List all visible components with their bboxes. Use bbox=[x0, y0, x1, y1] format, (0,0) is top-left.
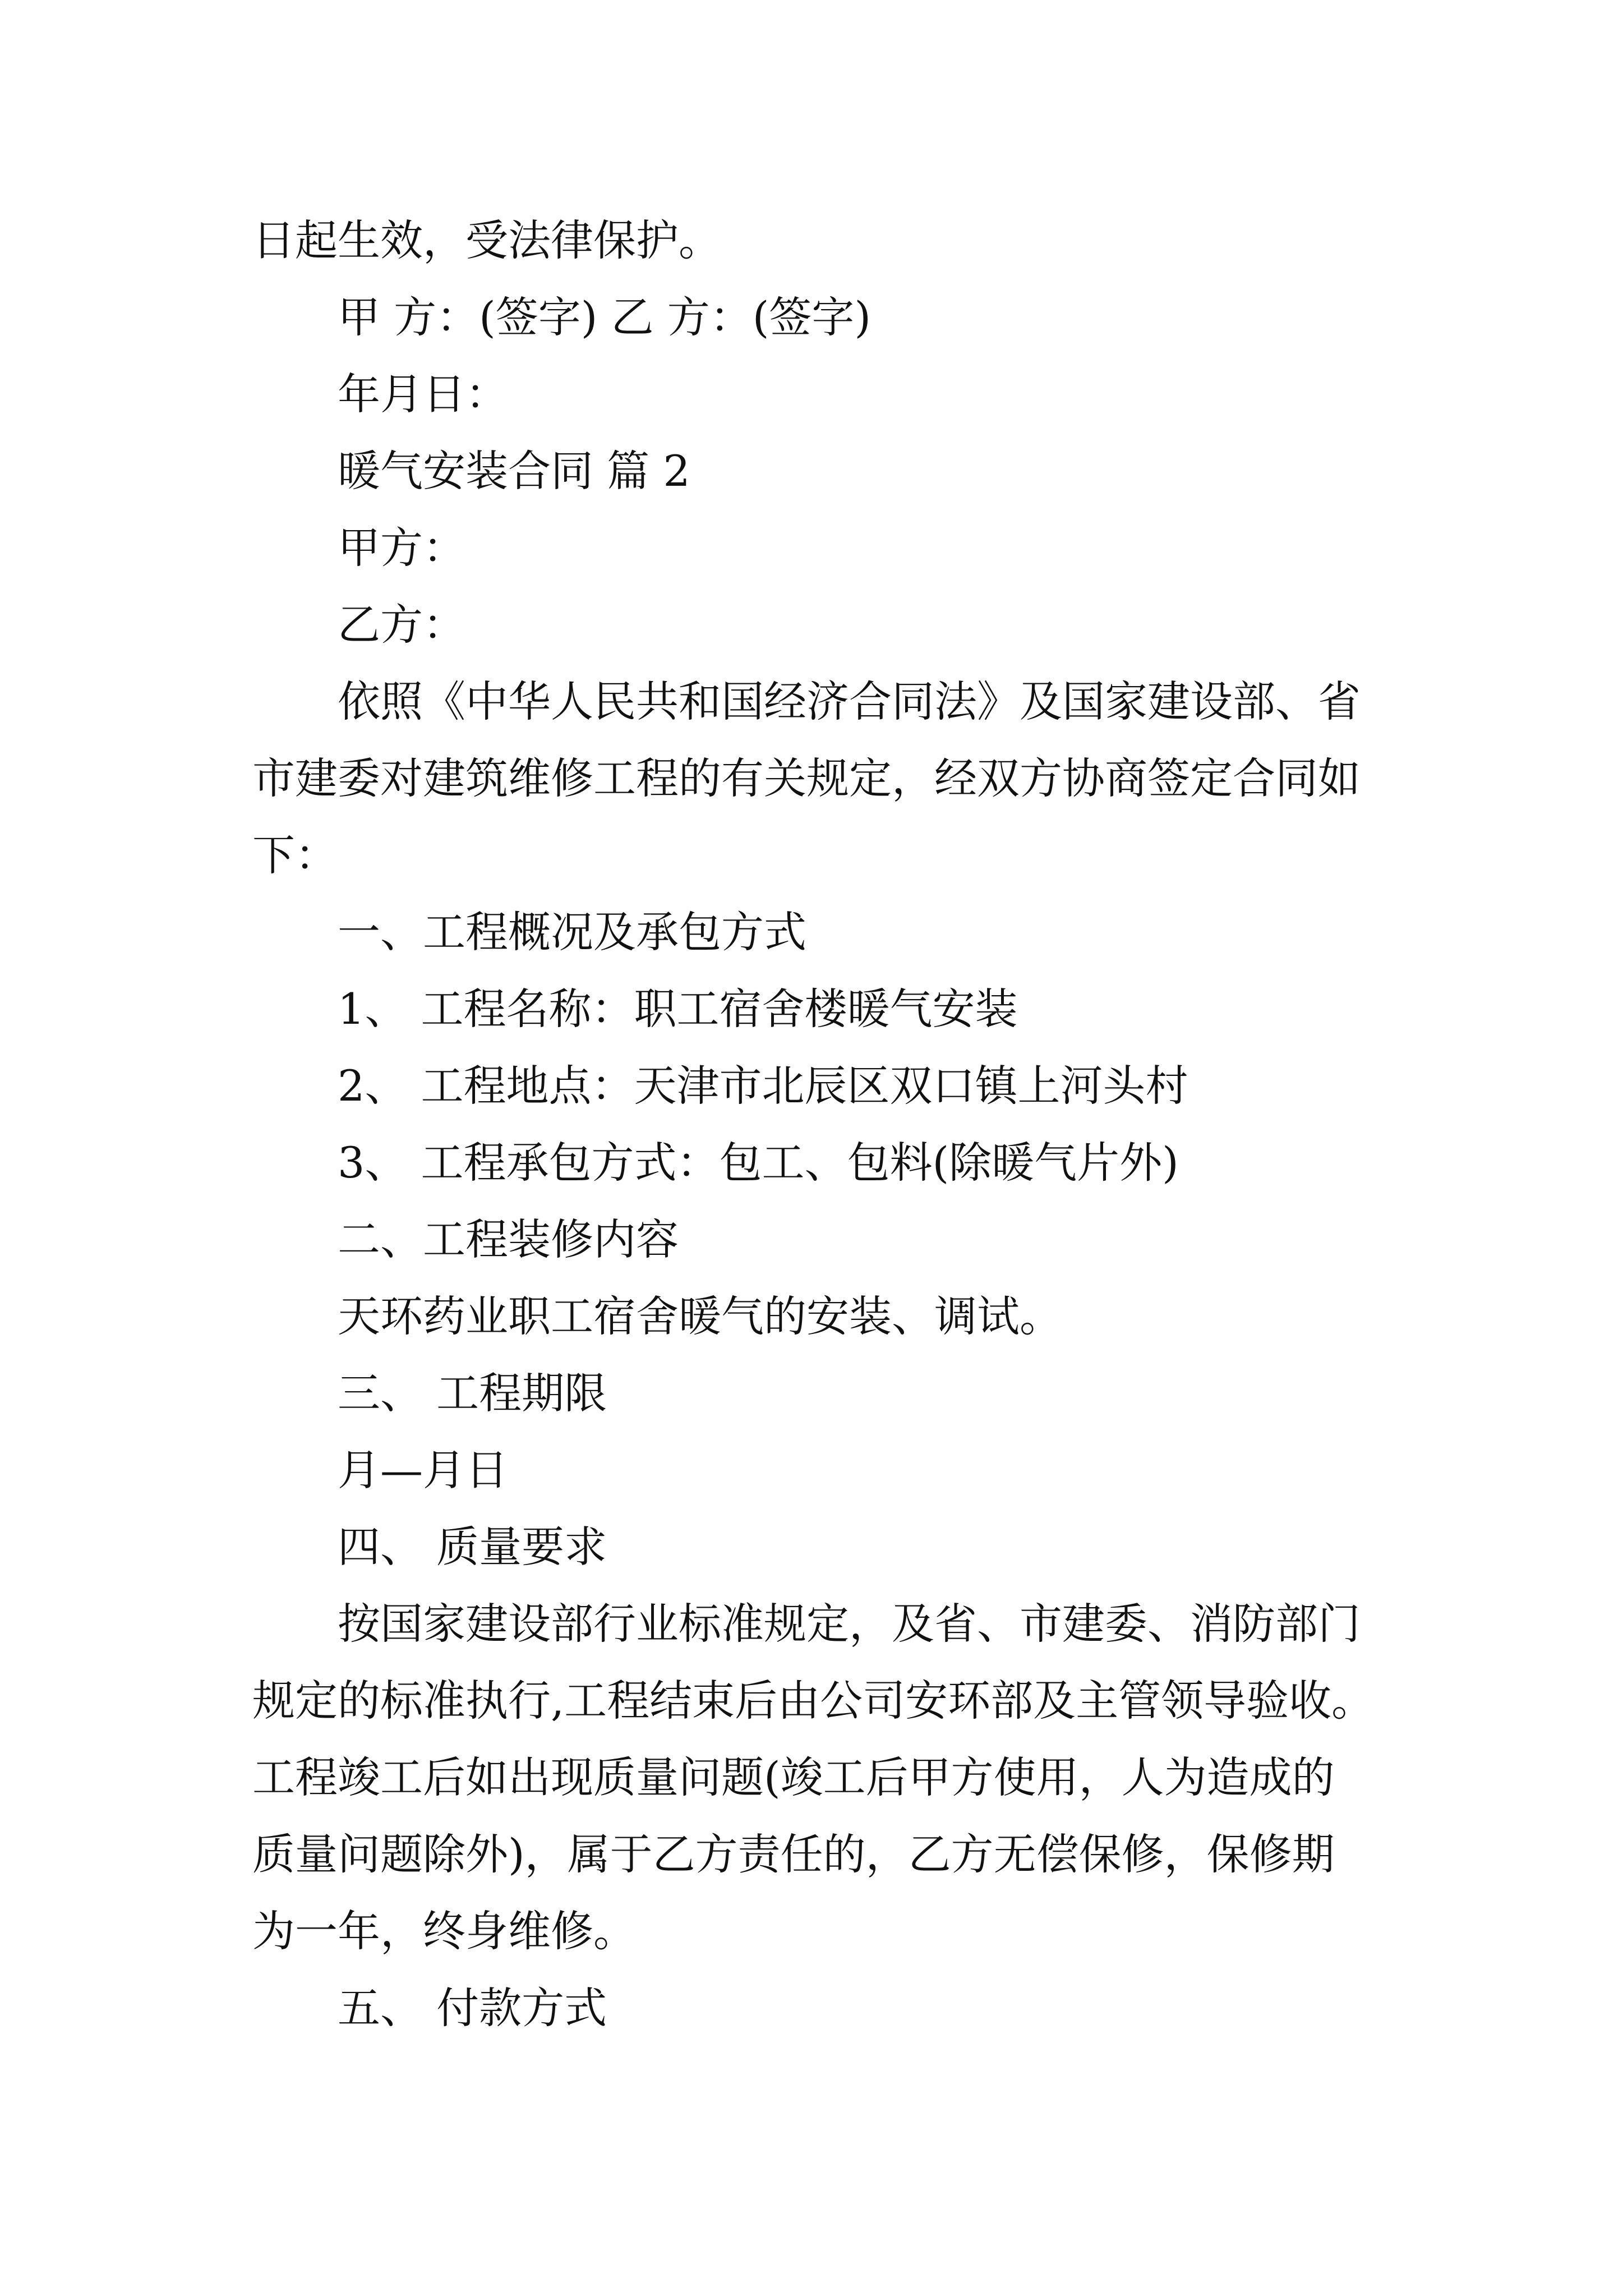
text-line: 年月日： bbox=[338, 369, 508, 419]
clause-heading: 四、 质量要求 bbox=[338, 1522, 607, 1572]
text-line: 工程竣工后如出现质量问题(竣工后甲方使用，人为造成的 bbox=[252, 1752, 1335, 1802]
text-line: 乙方： bbox=[338, 600, 465, 650]
list-item: 3、 工程承包方式：包工、包料(除暖气片外) bbox=[338, 1138, 1179, 1188]
text-line: 月—月日 bbox=[338, 1445, 508, 1495]
text-line: 规定的标准执行,工程结束后由公司安环部及主管领导验收。 bbox=[252, 1676, 1375, 1726]
clause-heading: 一、工程概况及承包方式 bbox=[338, 907, 806, 957]
text-line: 甲 方：(签字) 乙 方：(签字) bbox=[338, 292, 872, 342]
text-line: 市建委对建筑维修工程的有关规定，经双方协商签定合同如 bbox=[252, 753, 1361, 803]
text-line: 质量问题除外)，属于乙方责任的，乙方无偿保修，保修期 bbox=[252, 1829, 1335, 1879]
list-item: 1、 工程名称：职工宿舍楼暖气安装 bbox=[338, 984, 1018, 1034]
document-body bbox=[252, 202, 1391, 2046]
text-line: 下： bbox=[252, 830, 338, 880]
text-line: 为一年，终身维修。 bbox=[252, 1906, 636, 1956]
text-line: 依照《中华人民共和国经济合同法》及国家建设部、省 bbox=[338, 677, 1361, 726]
text-line: 甲方： bbox=[338, 523, 465, 573]
clause-heading: 五、 付款方式 bbox=[338, 1983, 607, 2033]
section-title: 暖气安装合同 篇 2 bbox=[338, 446, 690, 496]
clause-heading: 二、工程装修内容 bbox=[338, 1214, 679, 1264]
clause-heading: 三、 工程期限 bbox=[338, 1368, 607, 1418]
list-item: 2、 工程地点：天津市北辰区双口镇上河头村 bbox=[338, 1061, 1188, 1111]
text-line: 天环药业职工宿舍暖气的安装、调试。 bbox=[338, 1291, 1062, 1341]
text-line: 日起生效，受法律保护。 bbox=[252, 215, 721, 265]
text-line: 按国家建设部行业标准规定，及省、市建委、消防部门 bbox=[338, 1599, 1361, 1649]
